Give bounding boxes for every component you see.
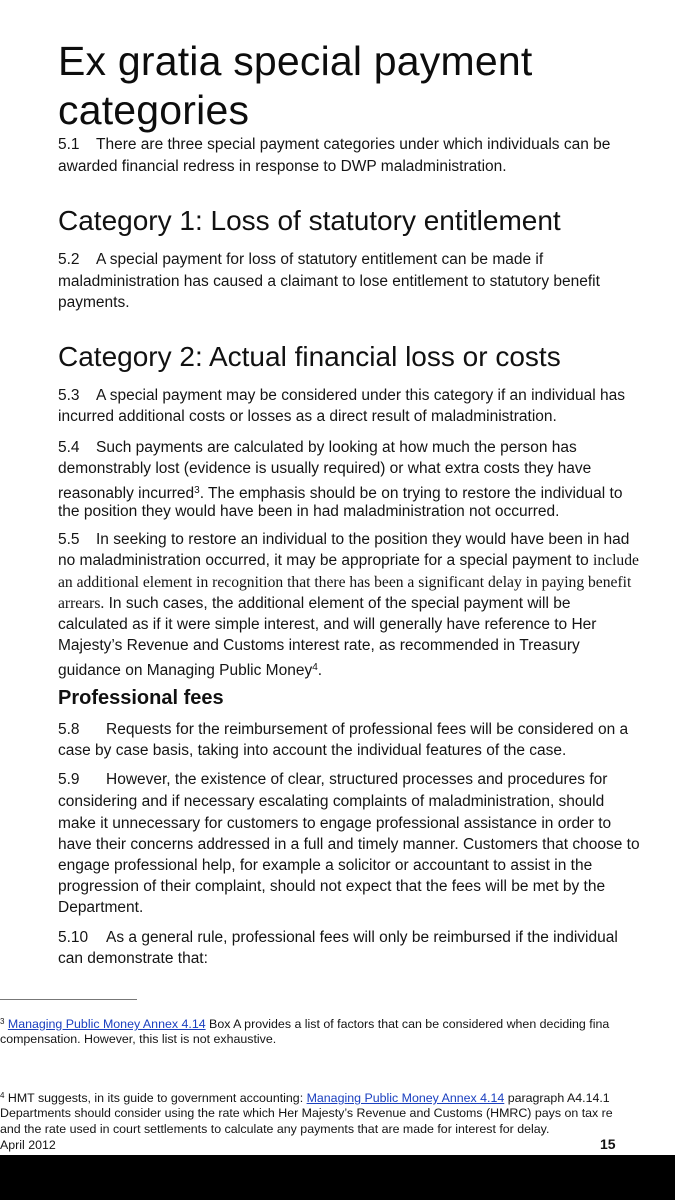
paragraph-5-5-line-3: an additional element in recognition that there has been a significant delay in paying benefit [58,574,632,591]
paragraph-text: However, the existence of clear, structured processes and procedures for [106,771,608,788]
heading-category-1: Category 1: Loss of statutory entitlement [58,205,561,236]
footnote-4-line-3: and the rate used in court settlements to calculate any payments that are made for interest for delay. [0,1122,550,1136]
paragraph-5-5-line-1 [58,529,629,551]
paragraph-5-4-line-2: demonstrably lost (evidence is usually required) or what extra costs they have [58,460,592,477]
heading-professional-fees: Professional fees [58,687,224,709]
paragraph-5-9-line-7: Department. [58,899,144,916]
footnote-reference-3[interactable]: 3 [194,485,200,496]
paragraph-5-5-line-4 [58,593,570,615]
paragraph-5-5-line-7 [58,657,322,682]
paragraph-number: 5.4 [58,439,80,456]
paragraph-number: 5.3 [58,387,80,404]
footer-date: April 2012 [0,1138,56,1152]
paragraph-5-2-line-2: maladministration has caused a claimant to lose entitlement to statutory benefit [58,273,600,290]
footnote-3-line-2: compensation. However, this list is not exhaustive. [0,1032,277,1046]
text-segment-serif: arrears. [58,595,105,612]
paragraph-5-9-line-1 [58,769,607,791]
paragraph-5-1-line-2: awarded financial redress in response to DWP maladministration. [58,158,507,175]
paragraph-5-8-line-1 [58,719,628,741]
paragraph-5-2-line-3: payments. [58,294,130,311]
page-title-line-2: categories [58,87,250,133]
paragraph-5-10-line-1 [58,927,618,949]
text-segment: paragraph A4.14.1 [504,1091,610,1105]
text-segment: no maladministration occurred, it may be appropriate for a special payment to [58,552,594,569]
paragraph-5-5-line-6: Majesty’s Revenue and Customs interest rate, as recommended in Treasury [58,637,580,654]
paragraph-text: As a general rule, professional fees will only be reimbursed if the individual [106,929,618,946]
bottom-black-bar [0,1155,675,1200]
paragraph-5-3-line-1 [58,385,625,407]
text-segment: reasonably incurred [58,485,195,502]
text-segment: In such cases, the additional element of the special payment will be [104,595,571,612]
paragraph-5-9-line-3: make it unnecessary for customers to engage professional assistance in order to [58,815,612,832]
paragraph-number: 5.9 [58,771,80,788]
paragraph-5-4-line-4: the position they would have been in had maladministration not occurred. [58,503,560,520]
text-segment: . [317,662,323,679]
footnote-3-line-1 [0,1014,609,1033]
paragraph-text: Such payments are calculated by looking at how much the person has [96,439,577,456]
text-segment: . The emphasis should be on trying to restore the individual to [199,485,623,502]
footnote-marker: 4 [0,1091,5,1100]
paragraph-5-5-line-5: calculated as if it were simple interest, and will generally have reference to Her [58,616,597,633]
paragraph-5-3-line-2: incurred additional costs or losses as a direct result of maladministration. [58,408,557,425]
paragraph-5-10-line-2: can demonstrate that: [58,950,208,967]
footnote-marker: 3 [0,1017,5,1026]
paragraph-text: There are three special payment categories under which individuals can be [96,136,611,153]
paragraph-number: 5.1 [58,136,80,153]
paragraph-number: 5.10 [58,929,89,946]
paragraph-number: 5.2 [58,251,80,268]
paragraph-5-9-line-6: progression of their complaint, should not expect that the fees will be met by the [58,878,606,895]
paragraph-text: A special payment for loss of statutory entitlement can be made if [96,251,544,268]
paragraph-number: 5.8 [58,721,80,738]
paragraph-text: Requests for the reimbursement of professional fees will be considered on a [106,721,629,738]
page-number: 15 [600,1136,616,1152]
text-segment-serif: include [593,552,639,569]
paragraph-number: 5.5 [58,531,80,548]
paragraph-text: In seeking to restore an individual to the position they would have been in had [96,531,630,548]
heading-category-2: Category 2: Actual financial loss or costs [58,341,561,372]
paragraph-5-4-line-1 [58,437,577,459]
text-segment: HMT suggests, in its guide to government accounting: [4,1091,307,1105]
footnote-4-link[interactable]: Managing Public Money Annex 4.14 [306,1091,505,1105]
paragraph-5-8-line-2: case by case basis, taking into account the individual features of the case. [58,742,567,759]
text-segment: Box A provides a list of factors that can be considered when deciding fina [205,1017,610,1031]
paragraph-5-9-line-2: considering and if necessary escalating complaints of maladministration, should [58,793,605,810]
footnote-3-link[interactable]: Managing Public Money Annex 4.14 [7,1017,206,1031]
footnote-4-line-2: Departments should consider using the rate which Her Majesty’s Revenue and Customs (HMRC) pays on tax re [0,1106,613,1120]
footnote-separator [0,999,137,1000]
paragraph-text: A special payment may be considered under this category if an individual has [96,387,626,404]
paragraph-5-5-line-2 [58,550,639,572]
paragraph-5-9-line-4: have their concerns addressed in a full and timely manner. Customers that choose to [58,836,640,853]
footnote-4-line-1 [0,1088,610,1107]
footnote-reference-4[interactable]: 4 [312,662,318,673]
paragraph-5-1-line-1 [58,134,610,156]
page-title-line-1: Ex gratia special payment [58,38,533,84]
text-segment: guidance on Managing Public Money [58,662,313,679]
paragraph-5-2-line-1 [58,249,543,271]
paragraph-5-9-line-5: engage professional help, for example a solicitor or accountant to assist in the [58,857,593,874]
